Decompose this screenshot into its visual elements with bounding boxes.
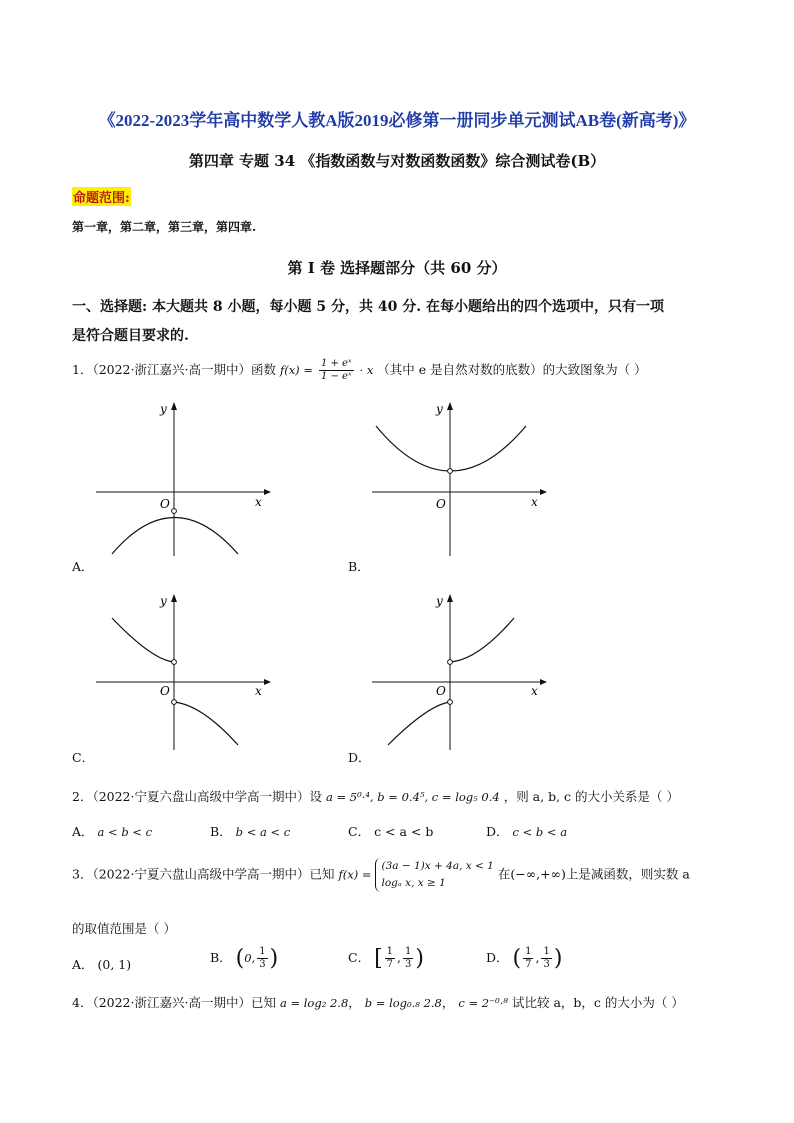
curve-right [174,702,238,745]
q2-option-c [348,822,433,840]
upper-bound-fraction [403,946,413,971]
option-label: A． [72,957,94,972]
numerator: 1 [386,946,394,957]
q3-option-b [210,946,278,971]
x-axis-label: x [255,495,262,509]
option-label: D． [486,950,509,965]
question-2 [72,787,679,805]
curve-right [450,618,514,662]
y-arrow-icon [447,402,453,410]
q3-option-c: C． [ $\frac{1}{7}$ , $\frac{1}{3}$ ) [348,946,424,971]
q3-prefix: 3．（2022·宁夏六盘山高级中学高一期中）已知 [72,866,335,882]
q1-fraction-denominator: 1 − eˣ [320,371,352,382]
x-arrow-icon [264,679,271,685]
question-4: 4．（2022·浙江嘉兴·高一期中）已知 a = log₂ 2.8， b = log₀.₈ 2.8， c = 2⁻⁰·⁸ 试比较 a，b，c 的大小为（ ） [72,995,684,1010]
open-point [448,469,453,474]
option-text: c < a < b [374,824,434,839]
scope-label: 命题范围: [72,187,131,206]
denominator: 3 [543,959,550,970]
numerator: 1 [259,946,266,957]
q2-option-a [72,822,152,840]
q2-suffix: ，则 a, b, c 的大小关系是（ ） [503,789,679,804]
q1-graph-c [92,590,272,760]
q2-expression: a = 5⁰·⁴, b = 0.4⁵, c = log₅ 0.4 [325,790,500,804]
open-point-upper [448,660,453,665]
lower-bound-fraction [385,946,395,971]
q4-b: b = log₀.₈ 2.8 [364,996,442,1010]
y-axis-label: y [160,594,167,608]
y-axis-label: y [436,594,443,608]
curve-left [112,618,174,662]
q3-case-1: (3a − 1)x + 4a, x < 1 [381,860,494,872]
close-bracket: ) [415,946,424,971]
origin-label: O [160,684,170,698]
y-arrow-icon [171,594,177,602]
q2-prefix: 2．（2022·宁夏六盘山高级中学高一期中）设 [72,789,322,804]
x-arrow-icon [540,489,547,495]
q1-fraction-numerator: 1 + eˣ [320,358,352,369]
x-axis-label: x [531,684,538,698]
q1-option-a: A． [72,559,94,574]
q3-option-d: D． ( $\frac{1}{7}$ , $\frac{1}{3}$ ) [486,946,563,971]
origin-label: O [436,684,446,698]
option-text: b < a < c [235,825,291,839]
option-label: D． [486,824,509,839]
question-3 [72,858,690,892]
q4-prefix: 4．（2022·浙江嘉兴·高一期中）已知 [72,995,276,1010]
q1-prefix: 1．（2022·浙江嘉兴·高一期中）函数 [72,362,276,377]
origin-label: O [160,497,170,511]
option-text: (0, 1) [97,957,132,972]
x-arrow-icon [540,679,547,685]
lower-bound-fraction [523,946,533,971]
q2-option-b [210,822,290,840]
open-point [172,509,177,514]
open-bracket: ( [235,946,245,971]
x-arrow-icon [264,489,271,495]
option-label: A． [72,824,94,839]
q3-piecewise [375,858,493,892]
option-label: B． [210,824,232,839]
q3-case-2: logₐ x, x ≥ 1 [381,877,446,889]
part-title: 第 I 卷 选择题部分（共 60 分） [287,259,507,277]
denominator: 3 [405,959,412,970]
origin-label: O [436,497,446,511]
curve-left [388,702,450,745]
q4-c: c = 2⁻⁰·⁸ [458,996,508,1010]
q4-a: a = log₂ 2.8 [279,996,349,1010]
curve [376,426,526,471]
y-axis-label: y [160,402,167,416]
section-instructions-line1: 一、选择题: 本大题共 8 小题，每小题 5 分，共 40 分. 在每小题给出的四个选项中，只有一项 [72,299,664,315]
numerator: 1 [543,946,550,957]
denominator: 7 [386,959,394,970]
q3-line2: 的取值范围是（ ） [72,921,176,936]
q1-option-d: D． [348,750,371,765]
q1-suffix: （其中 e 是自然对数的底数）的大致图象为（ ） [377,362,647,377]
q3-suffix: 在(−∞,+∞)上是减函数，则实数 a [497,866,690,882]
y-arrow-icon [447,594,453,602]
open-point-lower [448,700,453,705]
open-point-lower [172,700,177,705]
q3-fx: f(x) = [338,867,372,882]
q1-times-x: · x [359,363,374,377]
document-subtitle: 第四章 专题 34 《指数函数与对数函数函数》综合测试卷(B） [188,152,606,170]
option-label: C． [348,950,371,965]
denominator: 7 [525,959,532,970]
upper-bound-fraction [257,946,267,971]
close-bracket: ) [269,946,279,971]
q1-fraction [319,358,354,383]
lower-bound: 0, [244,951,256,965]
option-text: c < b < a [512,825,568,839]
option-text: a < b < c [97,825,153,839]
y-axis-label: y [436,402,443,416]
section-instructions-line2: 是符合题目要求的. [72,328,189,344]
open-bracket: [ [374,946,383,971]
option-label: C． [348,824,371,839]
q1-graph-b [368,396,548,566]
option-label: B． [210,950,232,965]
close-bracket: ) [553,946,563,971]
q3-option-a [72,955,131,973]
q1-fx: f(x) = [279,363,313,377]
numerator: 1 [405,946,412,957]
open-bracket: ( [512,946,522,971]
question-1 [72,358,647,383]
q1-option-c: C． [72,750,95,765]
document-title: 《2022-2023学年高中数学人教A版2019必修第一册同步单元测试AB卷(新高考)》 [98,111,696,130]
open-point-upper [172,660,177,665]
q4-suffix: 试比较 a，b，c 的大小为（ ） [511,995,684,1010]
denominator: 3 [259,959,266,970]
scope-text: 第一章，第二章，第三章，第四章. [72,220,257,234]
q1-graph-d [368,590,548,760]
q2-option-d [486,822,567,840]
x-axis-label: x [531,495,538,509]
y-arrow-icon [171,402,177,410]
x-axis-label: x [255,684,262,698]
upper-bound-fraction [541,946,551,971]
q1-option-b: B． [348,559,370,574]
numerator: 1 [525,946,532,957]
q1-graph-a [92,396,272,566]
curve [112,518,238,555]
